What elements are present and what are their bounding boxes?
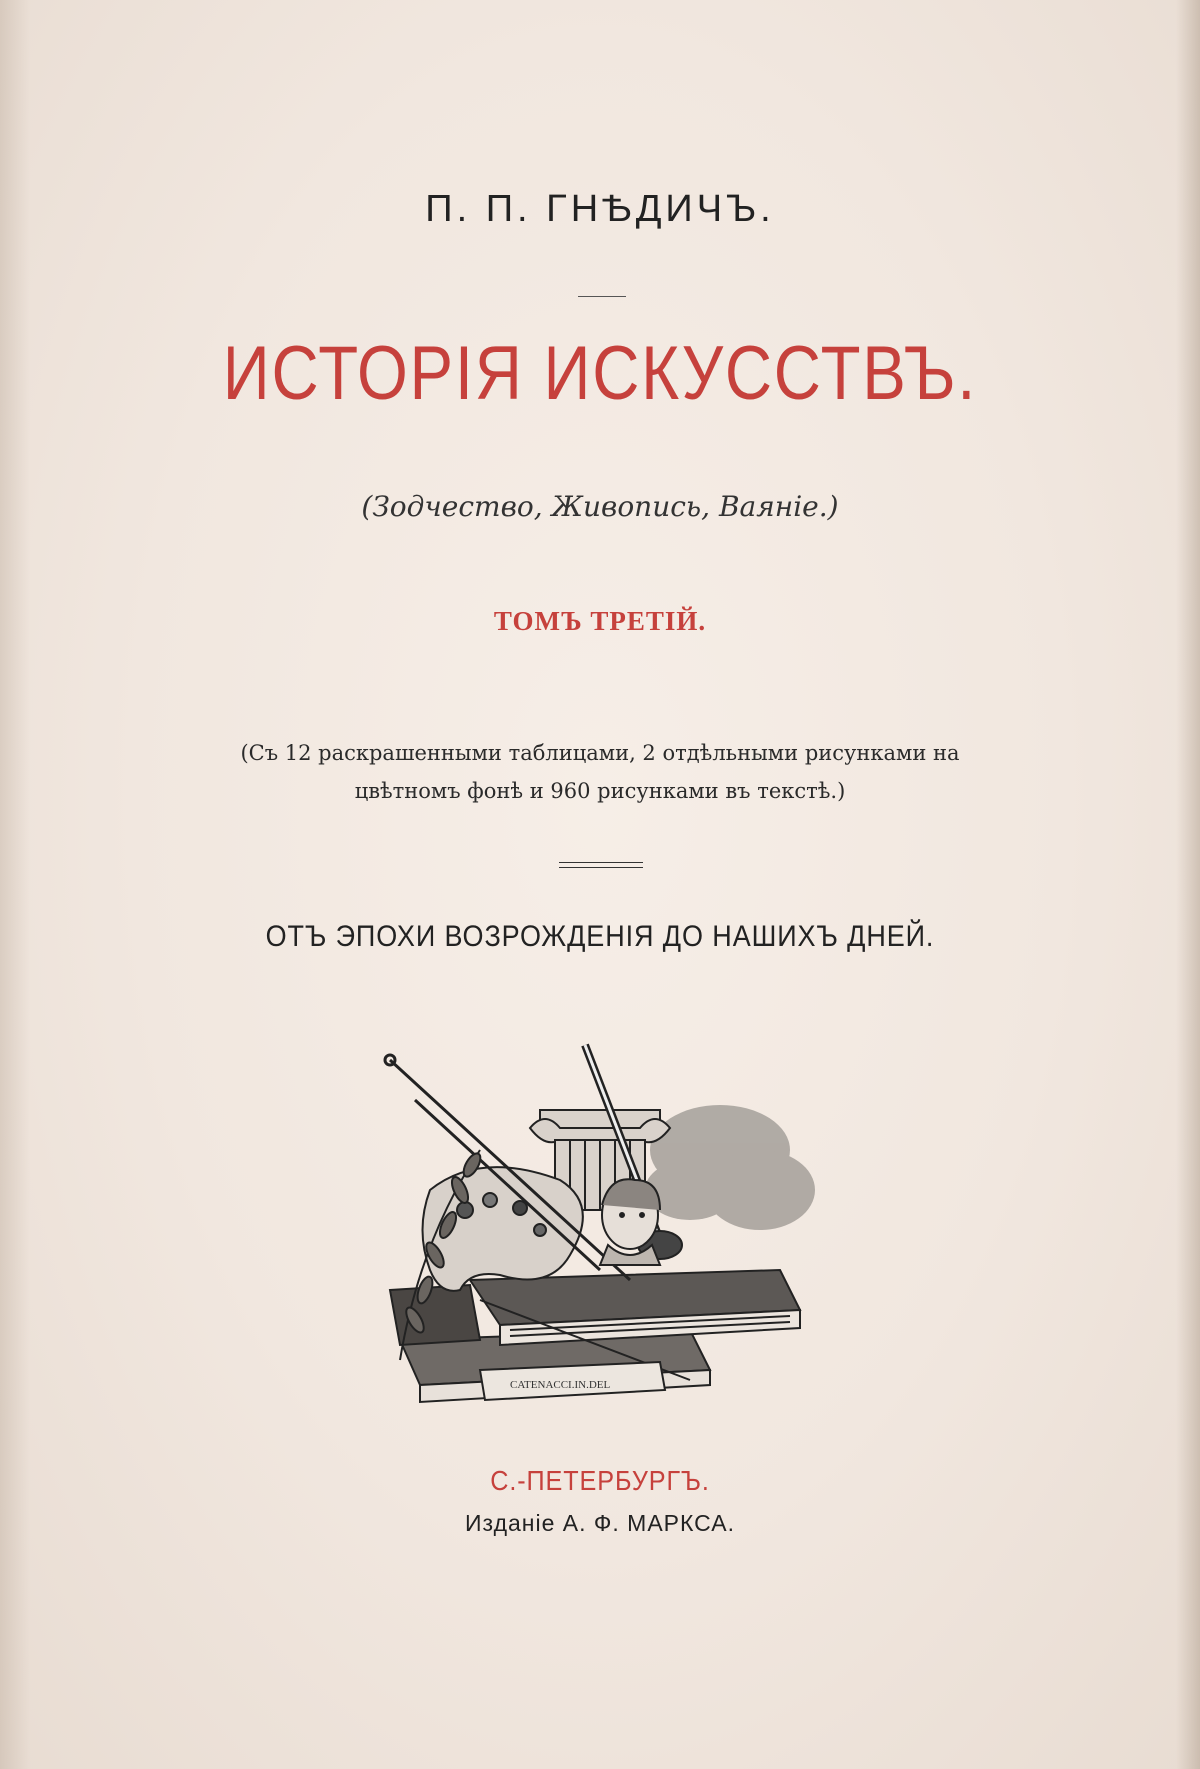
page-edge-shadow-left <box>0 0 30 1769</box>
short-divider-rule <box>578 296 626 297</box>
period-subtitle: ОТЪ ЭПОХИ ВОЗРОЖДЕНІЯ ДО НАШИХЪ ДНЕЙ. <box>265 920 935 953</box>
volume-label: ТОМЪ ТРЕТІЙ. <box>493 606 707 636</box>
page-edge-shadow-right <box>1176 0 1200 1769</box>
book-title: ИСТОРІЯ ИСКУССТВЪ. <box>222 331 978 416</box>
sculpted-bust-icon <box>600 1179 660 1265</box>
author-name: П. П. ГНѢДИЧЪ. <box>425 188 775 230</box>
publisher-line: Изданіе А. Ф. МАРКСА. <box>465 1510 735 1536</box>
smoke-cloud-icon <box>645 1105 815 1230</box>
double-divider-rule <box>559 862 643 868</box>
illustrations-note <box>0 734 1200 810</box>
engraver-signature: CATENACCI.IN.DEL <box>510 1379 611 1391</box>
book-subtitle: (Зодчество, Живопись, Ваяніе.) <box>361 490 839 523</box>
illustrations-note-line-1: (Съ 12 раскрашенными таблицами, 2 отдѣльными рисунками на <box>240 741 960 765</box>
engraved-vignette-illustration <box>360 1040 840 1440</box>
illustrations-note-line-2: цвѣтномъ фонѣ и 960 рисунками въ текстѣ.) <box>354 779 846 803</box>
publication-city: С.-ПЕТЕРБУРГЪ. <box>490 1465 710 1496</box>
